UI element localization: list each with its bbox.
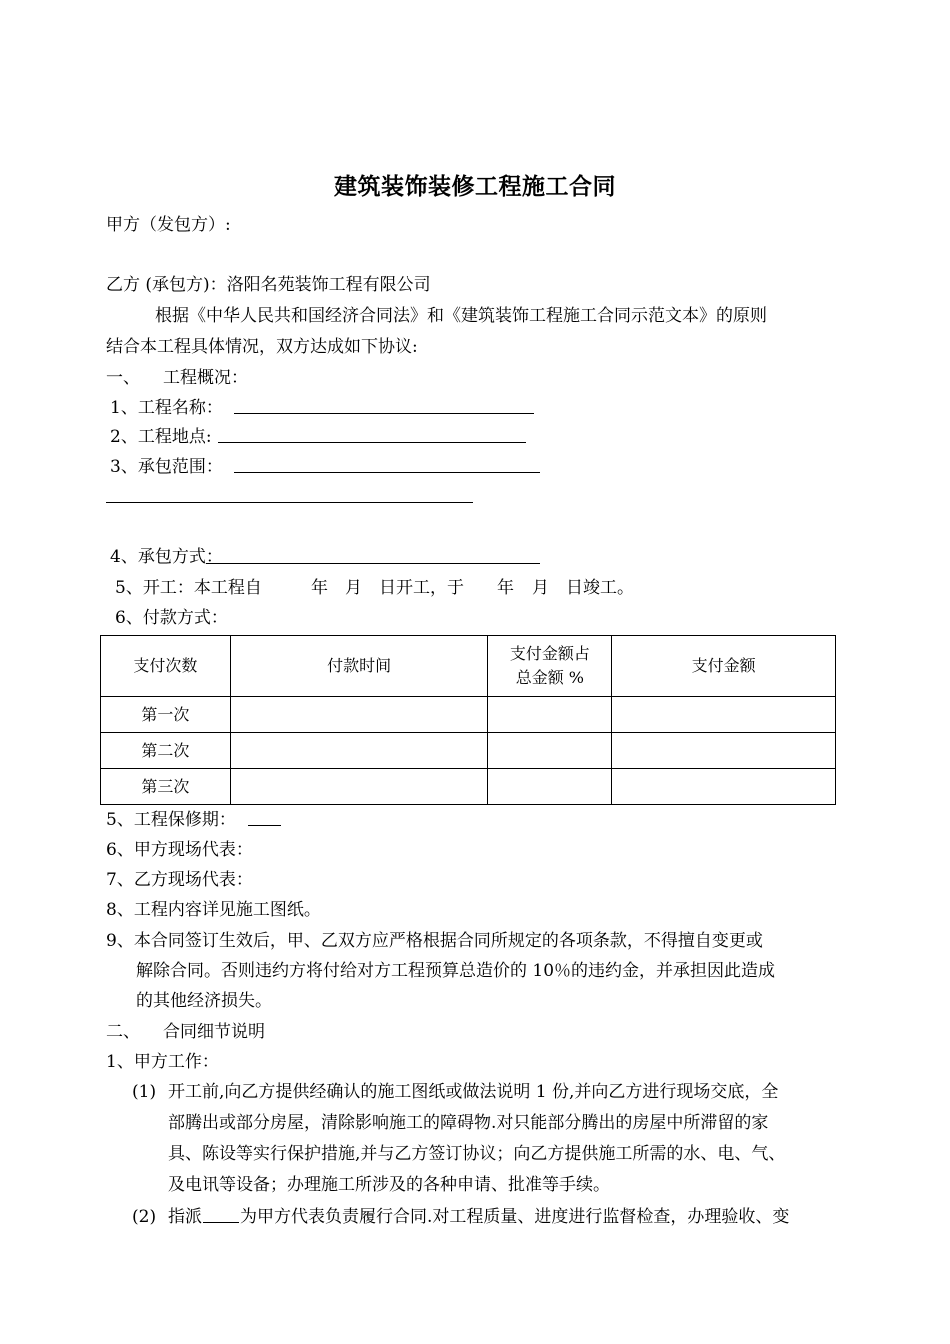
paragraph-1-number: (1) [132,1082,157,1102]
contract-scope-blank-2 [106,502,473,503]
effect-clause-line-2: 解除合同。否则违约方将付给对方工程预算总造价的 10％的违约金，并承担因此造成 [136,961,776,981]
header-payment-percent-line2: 总金额 % [515,668,585,687]
table-cell [488,697,612,733]
document-title: 建筑装饰装修工程施工合同 [334,173,616,200]
effect-clause-line-3: 的其他经济损失。 [136,991,272,1011]
table-cell [230,697,488,733]
table-cell [488,769,612,805]
contract-scope-blank [234,472,540,473]
section-1-title: 工程概况： [163,368,248,388]
table-header-row [101,636,836,697]
start-year: 年 [311,578,328,598]
start-month: 月 [345,578,362,598]
end-year: 年 [497,578,514,598]
header-payment-amount: 支付金额 [612,636,836,697]
table-row [101,697,836,733]
start-date-label: 5、开工：本工程自 [115,578,262,598]
header-payment-percent-line1: 支付金额占 [509,644,590,663]
table-cell [230,769,488,805]
effect-clause-line-1: 9、本合同签订生效后，甲、乙双方应严格根据合同所规定的各项条款，不得擅自变更或 [106,931,763,951]
row-label: 第三次 [101,769,231,805]
paragraph-1-line-3: 具、陈设等实行保护措施,并与乙方签订协议；向乙方提供施工所需的水、电、气、 [168,1144,786,1164]
party-a-duties-heading: 1、甲方工作： [106,1052,219,1072]
paragraph-1-line-2: 部腾出或部分房屋，清除影响施工的障碍物.对只能部分腾出的房屋中所滞留的家 [168,1113,769,1133]
contract-scope-label: 3、承包范围： [110,457,223,477]
contract-method-blank [218,563,540,564]
intro-line-2: 结合本工程具体情况，双方达成如下协议: [106,337,418,357]
table-cell [612,697,836,733]
contract-method-colon: ： [205,547,223,567]
party-b-representative: 7、乙方现场代表： [106,870,253,890]
representative-blank [203,1222,239,1223]
row-label: 第二次 [101,733,231,769]
header-payment-percent [488,636,612,697]
end-month: 月 [532,578,549,598]
payment-method-label: 6、付款方式： [115,608,228,628]
party-a-line: 甲方（发包方）: [106,215,231,235]
section-2-number: 二、 [106,1022,140,1042]
paragraph-1-line-4: 及电讯等设备；办理施工所涉及的各种申请、批准等手续。 [168,1175,610,1195]
table-row [101,769,836,805]
header-payment-count: 支付次数 [101,636,231,697]
section-2-title: 合同细节说明 [163,1022,265,1042]
table-cell [612,733,836,769]
table-cell [230,733,488,769]
intro-line-1: 根据《中华人民共和国经济合同法》和《建筑装饰工程施工合同示范文本》的原则 [155,306,767,326]
start-day: 日开工，于 [379,578,464,598]
end-day: 日竣工。 [566,578,634,598]
warranty-blank [248,825,281,826]
project-name-blank [234,413,534,414]
row-label: 第一次 [101,697,231,733]
paragraph-2-prefix: 指派 [168,1207,202,1227]
project-name-label: 1、工程名称： [110,398,223,418]
project-location-label: 2、工程地点: [110,427,212,447]
paragraph-2-number: (2) [132,1207,157,1227]
contract-method-label [110,546,223,568]
drawings-note: 8、工程内容详见施工图纸。 [106,900,321,920]
payment-schedule-table [100,635,836,805]
warranty-label: 5、工程保修期： [106,810,236,830]
party-b-line: 乙方 (承包方)：洛阳名苑装饰工程有限公司 [106,275,431,295]
contract-method-text: 4、承包方式 [110,547,206,567]
table-cell [612,769,836,805]
header-payment-time: 付款时间 [230,636,488,697]
table-row [101,733,836,769]
project-location-blank [218,442,526,443]
table-cell [488,733,612,769]
section-1-number: 一、 [106,368,140,388]
paragraph-2-text: 为甲方代表负责履行合同.对工程质量、进度进行监督检查，办理验收、变 [240,1207,790,1227]
paragraph-1-line-1: 开工前,向乙方提供经确认的施工图纸或做法说明 1 份,并向乙方进行现场交底，全 [168,1082,779,1102]
party-a-representative: 6、甲方现场代表： [106,840,253,860]
